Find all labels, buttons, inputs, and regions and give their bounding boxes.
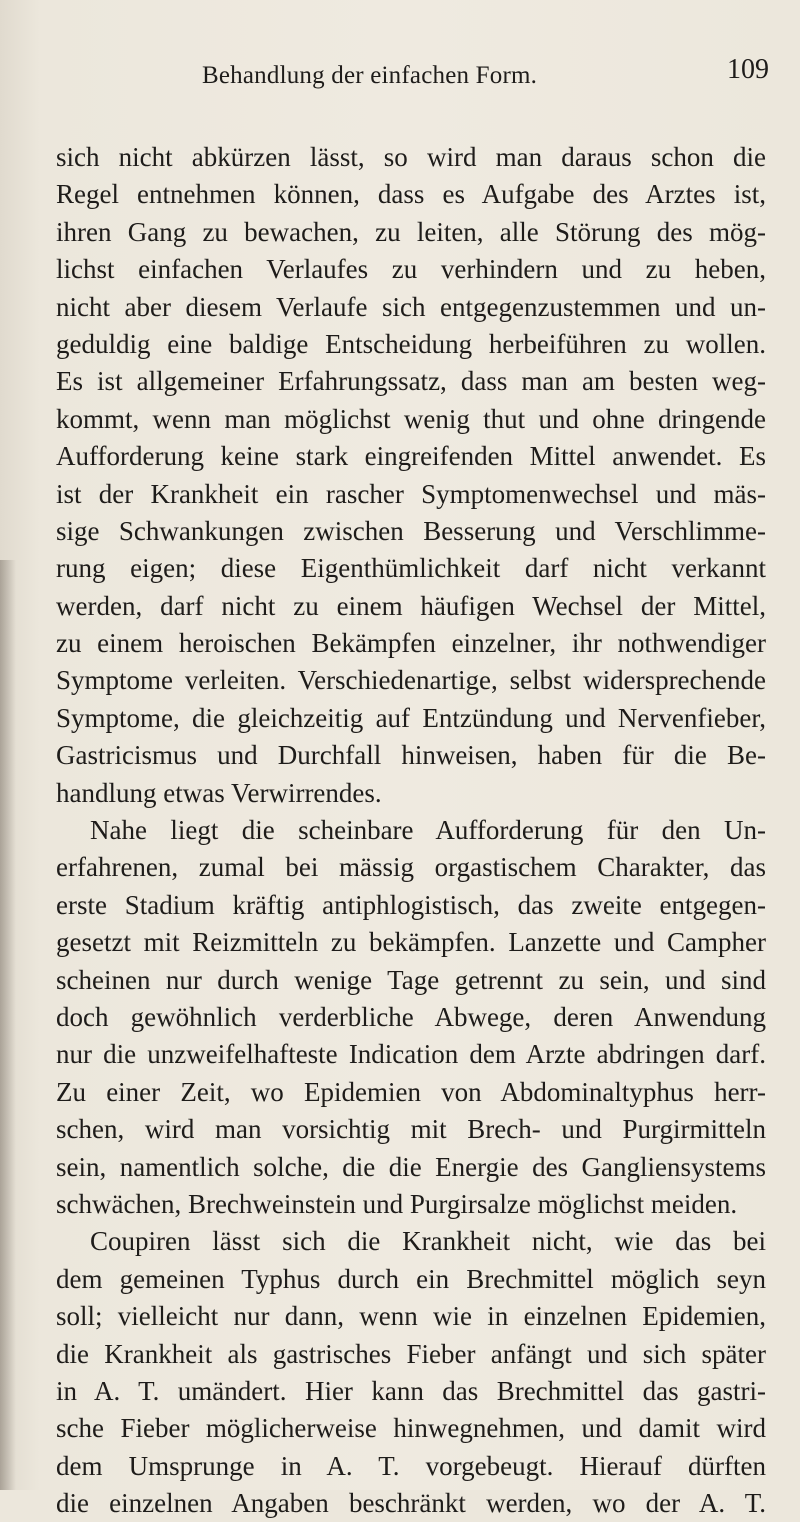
text-line: Zu einer Zeit, wo Epidemien von Abdominaltyphus herr- — [56, 1076, 766, 1107]
paragraph-start-line: Coupiren lässt sich die Krankheit nicht, wie das bei — [90, 1226, 766, 1257]
paragraph-start-line: Nahe liegt die scheinbare Aufforderung für den Un- — [90, 815, 766, 846]
text-line: Regel entnehmen können, dass es Aufgabe des Arztes ist, — [56, 179, 766, 210]
text-line: doch gewöhnlich verderbliche Abwege, deren Anwendung — [56, 1001, 766, 1032]
text-line: dem Umsprunge in A. T. vorgebeugt. Hierauf dürften — [56, 1450, 766, 1481]
text-line: in A. T. umändert. Hier kann das Brechmittel das gastri- — [56, 1375, 766, 1406]
text-line: erfahrenen, zumal bei mässig orgastischem Charakter, das — [56, 852, 766, 883]
page-header — [0, 52, 800, 92]
text-line: Gastricismus und Durchfall hinweisen, haben für die Be- — [56, 740, 766, 771]
text-line: rung eigen; diese Eigenthümlichkeit darf nicht verkannt — [56, 553, 766, 584]
text-line: nur die unzweifelhafteste Indication dem Arzte abdringen darf. — [56, 1039, 766, 1070]
body-text — [56, 139, 766, 1522]
page-number: 109 — [727, 54, 769, 85]
text-line: erste Stadium kräftig antiphlogistisch, das zweite entgegen- — [56, 889, 766, 920]
text-line: kommt, wenn man möglichst wenig thut und ohne dringende — [56, 403, 766, 434]
text-line: Symptome verleiten. Verschiedenartige, selbst widersprechende — [56, 665, 766, 696]
text-line: ihren Gang zu bewachen, zu leiten, alle Störung des mög- — [56, 216, 766, 247]
text-line: geduldig eine baldige Entscheidung herbeiführen zu wollen. — [56, 328, 766, 359]
text-line: nicht aber diesem Verlaufe sich entgegenzustemmen und un- — [56, 291, 766, 322]
text-line: die einzelnen Angaben beschränkt werden, wo der A. T. — [56, 1488, 766, 1519]
text-line: werden, darf nicht zu einem häufigen Wechsel der Mittel, — [56, 590, 766, 621]
text-line: sige Schwankungen zwischen Besserung und Verschlimme- — [56, 515, 766, 546]
binding-shadow — [0, 560, 16, 1490]
text-line: dem gemeinen Typhus durch ein Brechmittel möglich seyn — [56, 1263, 766, 1294]
text-line: Symptome, die gleichzeitig auf Entzündung und Nervenfieber, — [56, 702, 766, 733]
text-line: sein, namentlich solche, die die Energie des Gangliensystems — [56, 1151, 766, 1182]
text-line: schen, wird man vorsichtig mit Brech- und Purgirmitteln — [56, 1114, 766, 1145]
text-line: lichst einfachen Verlaufes zu verhindern und zu heben, — [56, 254, 766, 285]
text-line: scheinen nur durch wenige Tage getrennt zu sein, und sind — [56, 964, 766, 995]
text-line: ist der Krankheit ein rascher Symptomenwechsel und mäs- — [56, 478, 766, 509]
text-line: Es ist allgemeiner Erfahrungssatz, dass man am besten weg- — [56, 366, 766, 397]
text-line: zu einem heroischen Bekämpfen einzelner, ihr nothwendiger — [56, 628, 766, 659]
text-line: sche Fieber möglicherweise hinwegnehmen, und damit wird — [56, 1413, 766, 1444]
text-line: soll; vielleicht nur dann, wenn wie in einzelnen Epidemien, — [56, 1301, 766, 1332]
text-line: sich nicht abkürzen lässt, so wird man daraus schon die — [56, 142, 766, 172]
text-line: die Krankheit als gastrisches Fieber anfängt und sich später — [56, 1338, 766, 1369]
text-line: Aufforderung keine stark eingreifenden Mittel anwendet. Es — [56, 441, 766, 472]
running-head: Behandlung der einfachen Form. — [202, 62, 538, 89]
text-line: gesetzt mit Reizmitteln zu bekämpfen. Lanzette und Campher — [56, 927, 766, 958]
paragraph-end-line: schwächen, Brechweinstein und Purgirsalze möglichst meiden. — [56, 1188, 738, 1219]
paragraph-end-line: handlung etwas Verwirrendes. — [56, 777, 382, 808]
